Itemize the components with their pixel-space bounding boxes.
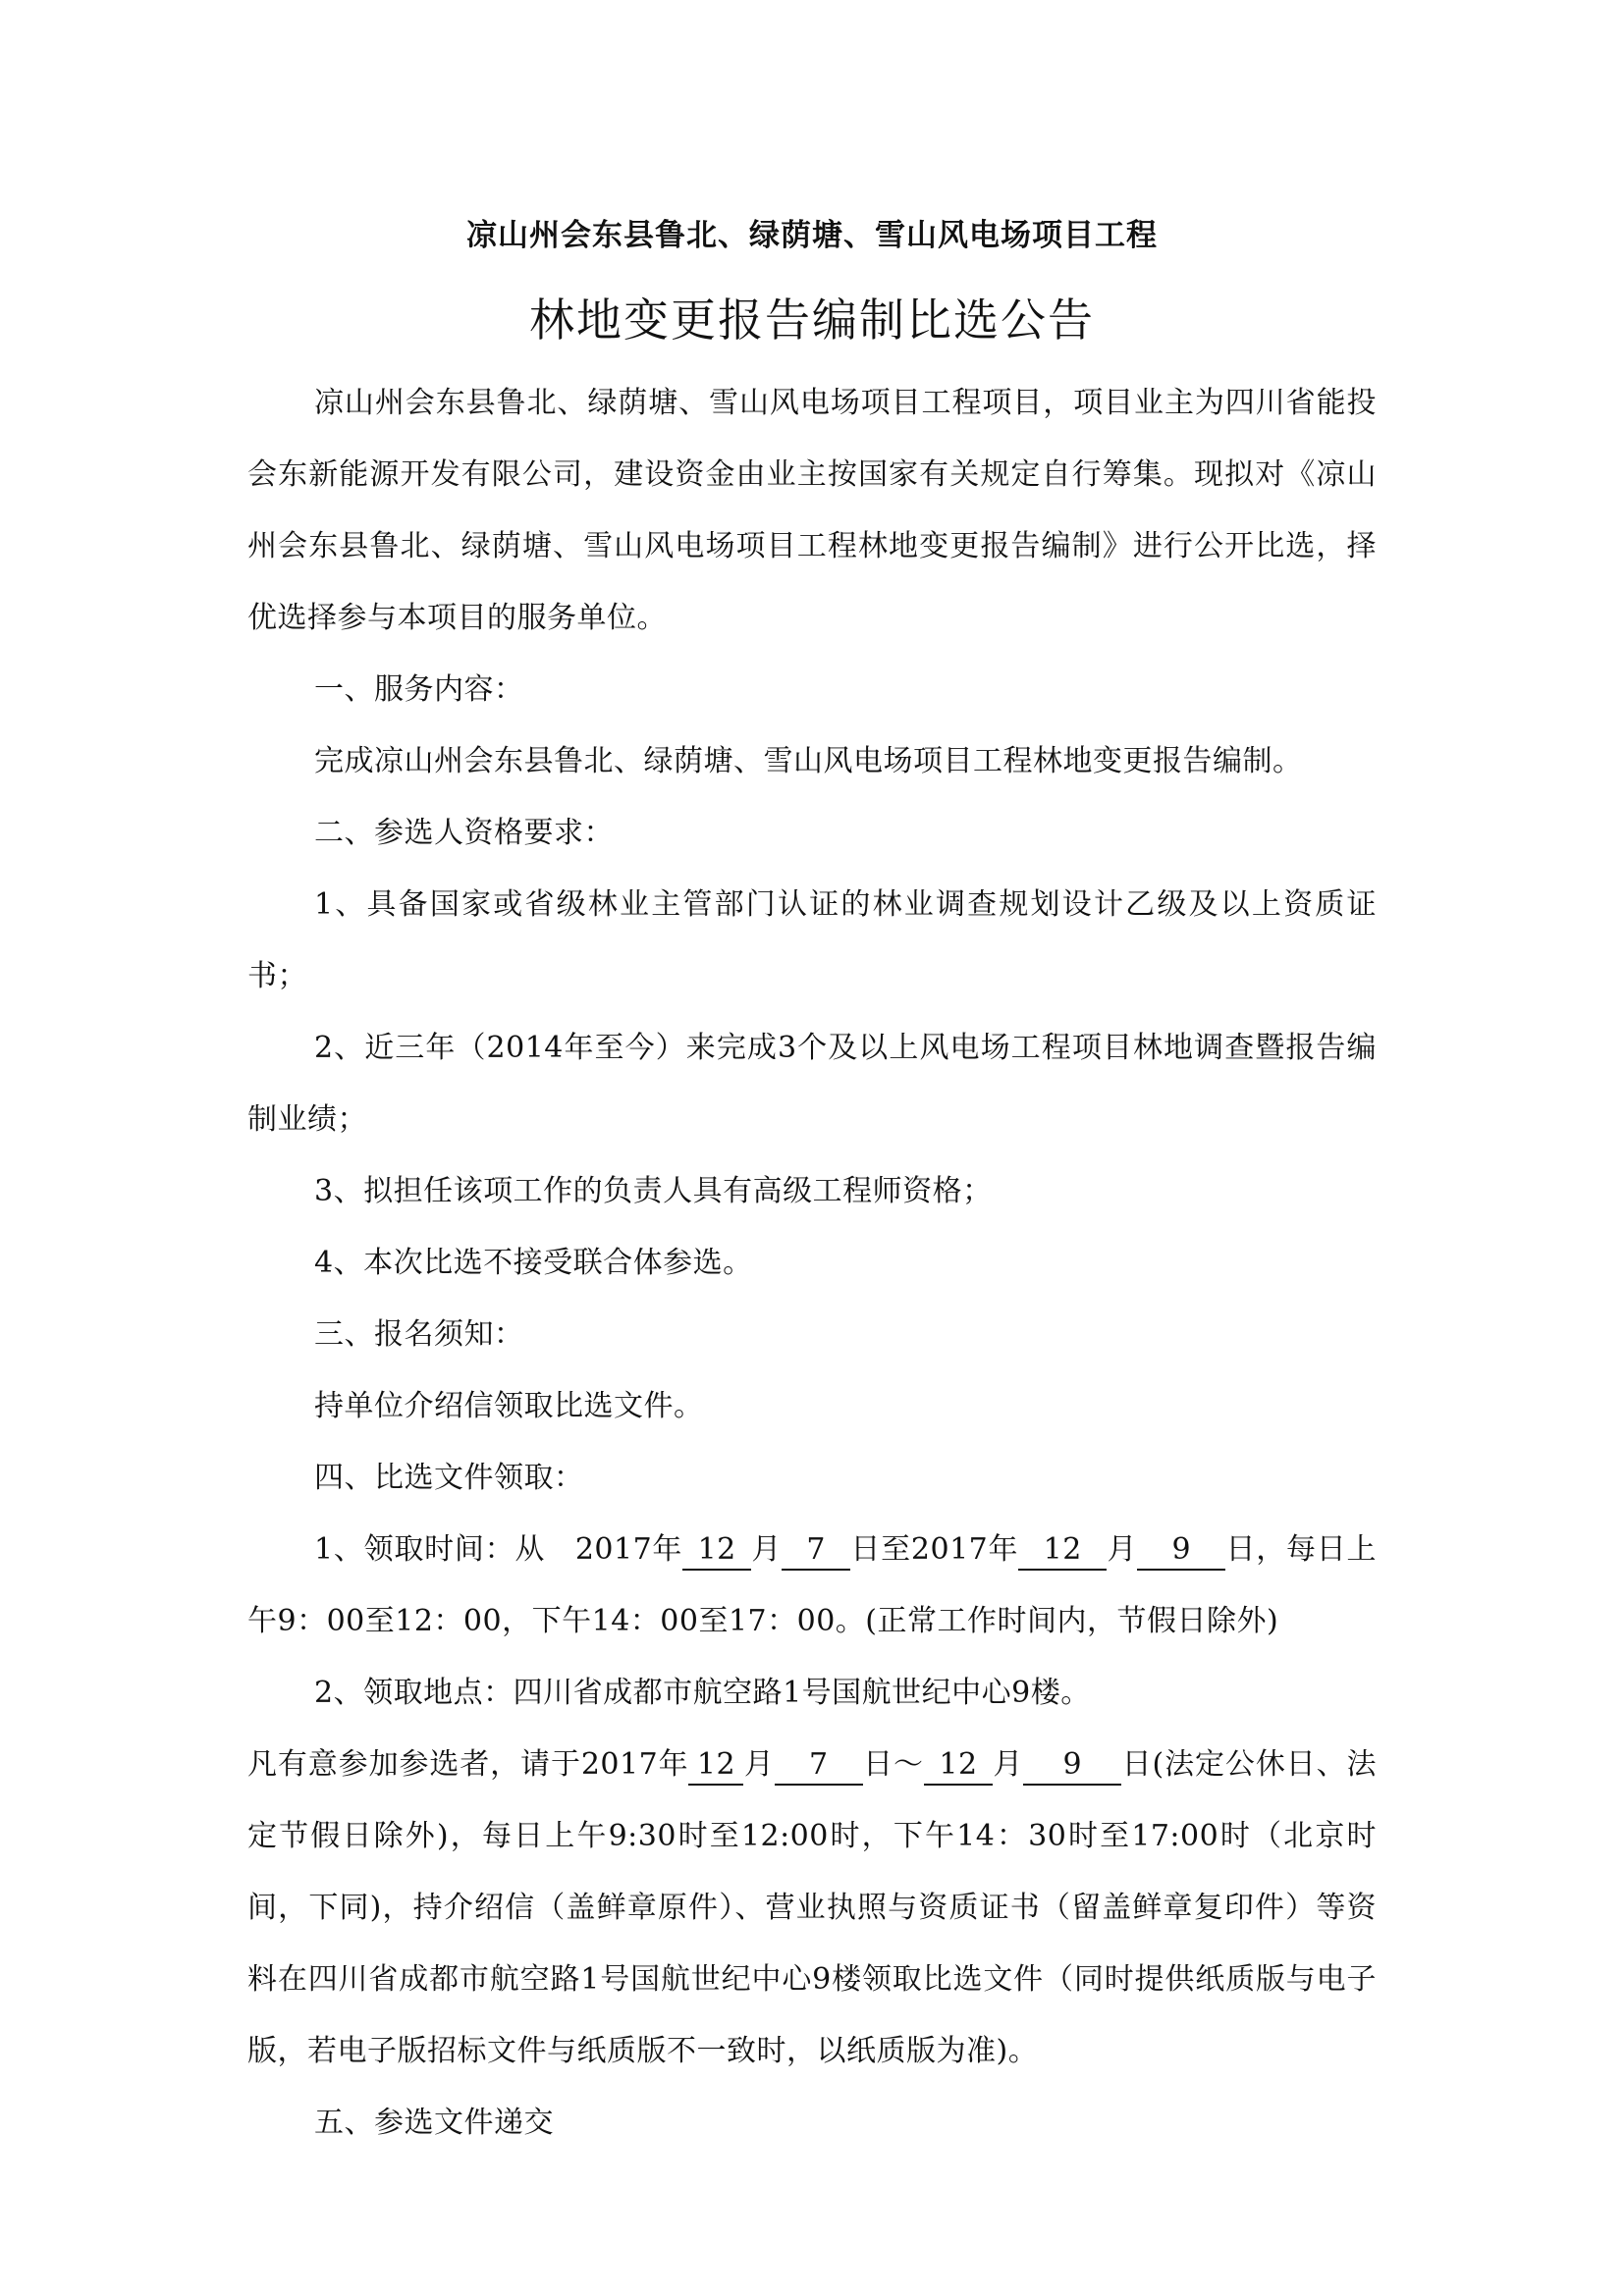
notice-text: 月: [992, 1747, 1024, 1782]
collection-end-month: 12: [1018, 1531, 1107, 1571]
section-heading-submission: 五、参选文件递交: [314, 2106, 554, 2140]
service-content: 完成凉山州会东县鲁北、绿荫塘、雪山风电场项目工程林地变更报告编制。: [314, 744, 1303, 778]
section-heading-document-collection: 四、比选文件领取：: [314, 1461, 584, 1495]
section-heading-qualification: 二、参选人资格要求：: [314, 816, 614, 850]
notice-end-day: 9: [1023, 1746, 1121, 1786]
document-subtitle: 凉山州会东县鲁北、绿荫塘、雪山风电场项目工程: [466, 218, 1158, 253]
registration-body: 持单位介绍信领取比选文件。: [314, 1389, 704, 1423]
notice-text: 日(法定公休日、法定节假日除外)，每日上午9:30时至12:00时，下午14：30时至17:00时（北京时间，下同)，持介绍信（盖鲜章原件）、营业执照与资质证书（留盖鲜章复印件）等资料在四川省成都市航空路1号国航世纪中心9楼领取比选文件（同时提供纸质版与电子版，若电子版招标文件与纸质版不一致时，以纸质版为准)。: [247, 1747, 1377, 2068]
collection-time-text: 1、领取时间：从 2017年: [314, 1532, 683, 1567]
qualification-item: 1、具备国家或省级林业主管部门认证的林业调查规划设计乙级及以上资质证书；: [247, 887, 1377, 993]
notice-text: 日～: [862, 1747, 924, 1782]
participation-notice: [247, 1729, 1377, 2087]
notice-start-day: 7: [775, 1746, 863, 1786]
collection-location: 2、领取地点：四川省成都市航空路1号国航世纪中心9楼。: [314, 1676, 1091, 1710]
section-heading-service: 一、服务内容：: [314, 672, 524, 707]
notice-end-month: 12: [924, 1746, 993, 1786]
notice-text: 月: [743, 1747, 775, 1782]
qualification-item: 3、拟担任该项工作的负责人具有高级工程师资格；: [314, 1174, 993, 1208]
qualification-item: 4、本次比选不接受联合体参选。: [314, 1246, 753, 1280]
collection-time-text: 日至2017年: [850, 1532, 1019, 1567]
collection-time-text: 日，每日上午9：00至12：00，下午14：00至17：00。(正常工作时间内，节假日除外): [247, 1532, 1378, 1638]
document-title: 林地变更报告编制比选公告: [529, 294, 1095, 347]
notice-text: 凡有意参加参选者，请于2017年: [247, 1747, 689, 1782]
document-body: [247, 206, 1377, 2159]
collection-start-month: 12: [682, 1531, 751, 1571]
qualification-item: 2、近三年（2014年至今）来完成3个及以上风电场工程项目林地调查暨报告编制业绩；: [247, 1031, 1377, 1137]
collection-time-text: 月: [751, 1532, 783, 1567]
collection-start-day: 7: [782, 1531, 850, 1571]
collection-end-day: 9: [1137, 1531, 1225, 1571]
intro-paragraph: 凉山州会东县鲁北、绿荫塘、雪山风电场项目工程项目，项目业主为四川省能投会东新能源开发有限公司，建设资金由业主按国家有关规定自行筹集。现拟对《凉山州会东县鲁北、绿荫塘、雪山风电场项目工程林地变更报告编制》进行公开比选，择优选择参与本项目的服务单位。: [247, 386, 1377, 635]
collection-time: [247, 1514, 1377, 1657]
notice-start-month: 12: [688, 1746, 743, 1786]
section-heading-registration: 三、报名须知：: [314, 1317, 524, 1352]
collection-time-text: 月: [1107, 1532, 1138, 1567]
